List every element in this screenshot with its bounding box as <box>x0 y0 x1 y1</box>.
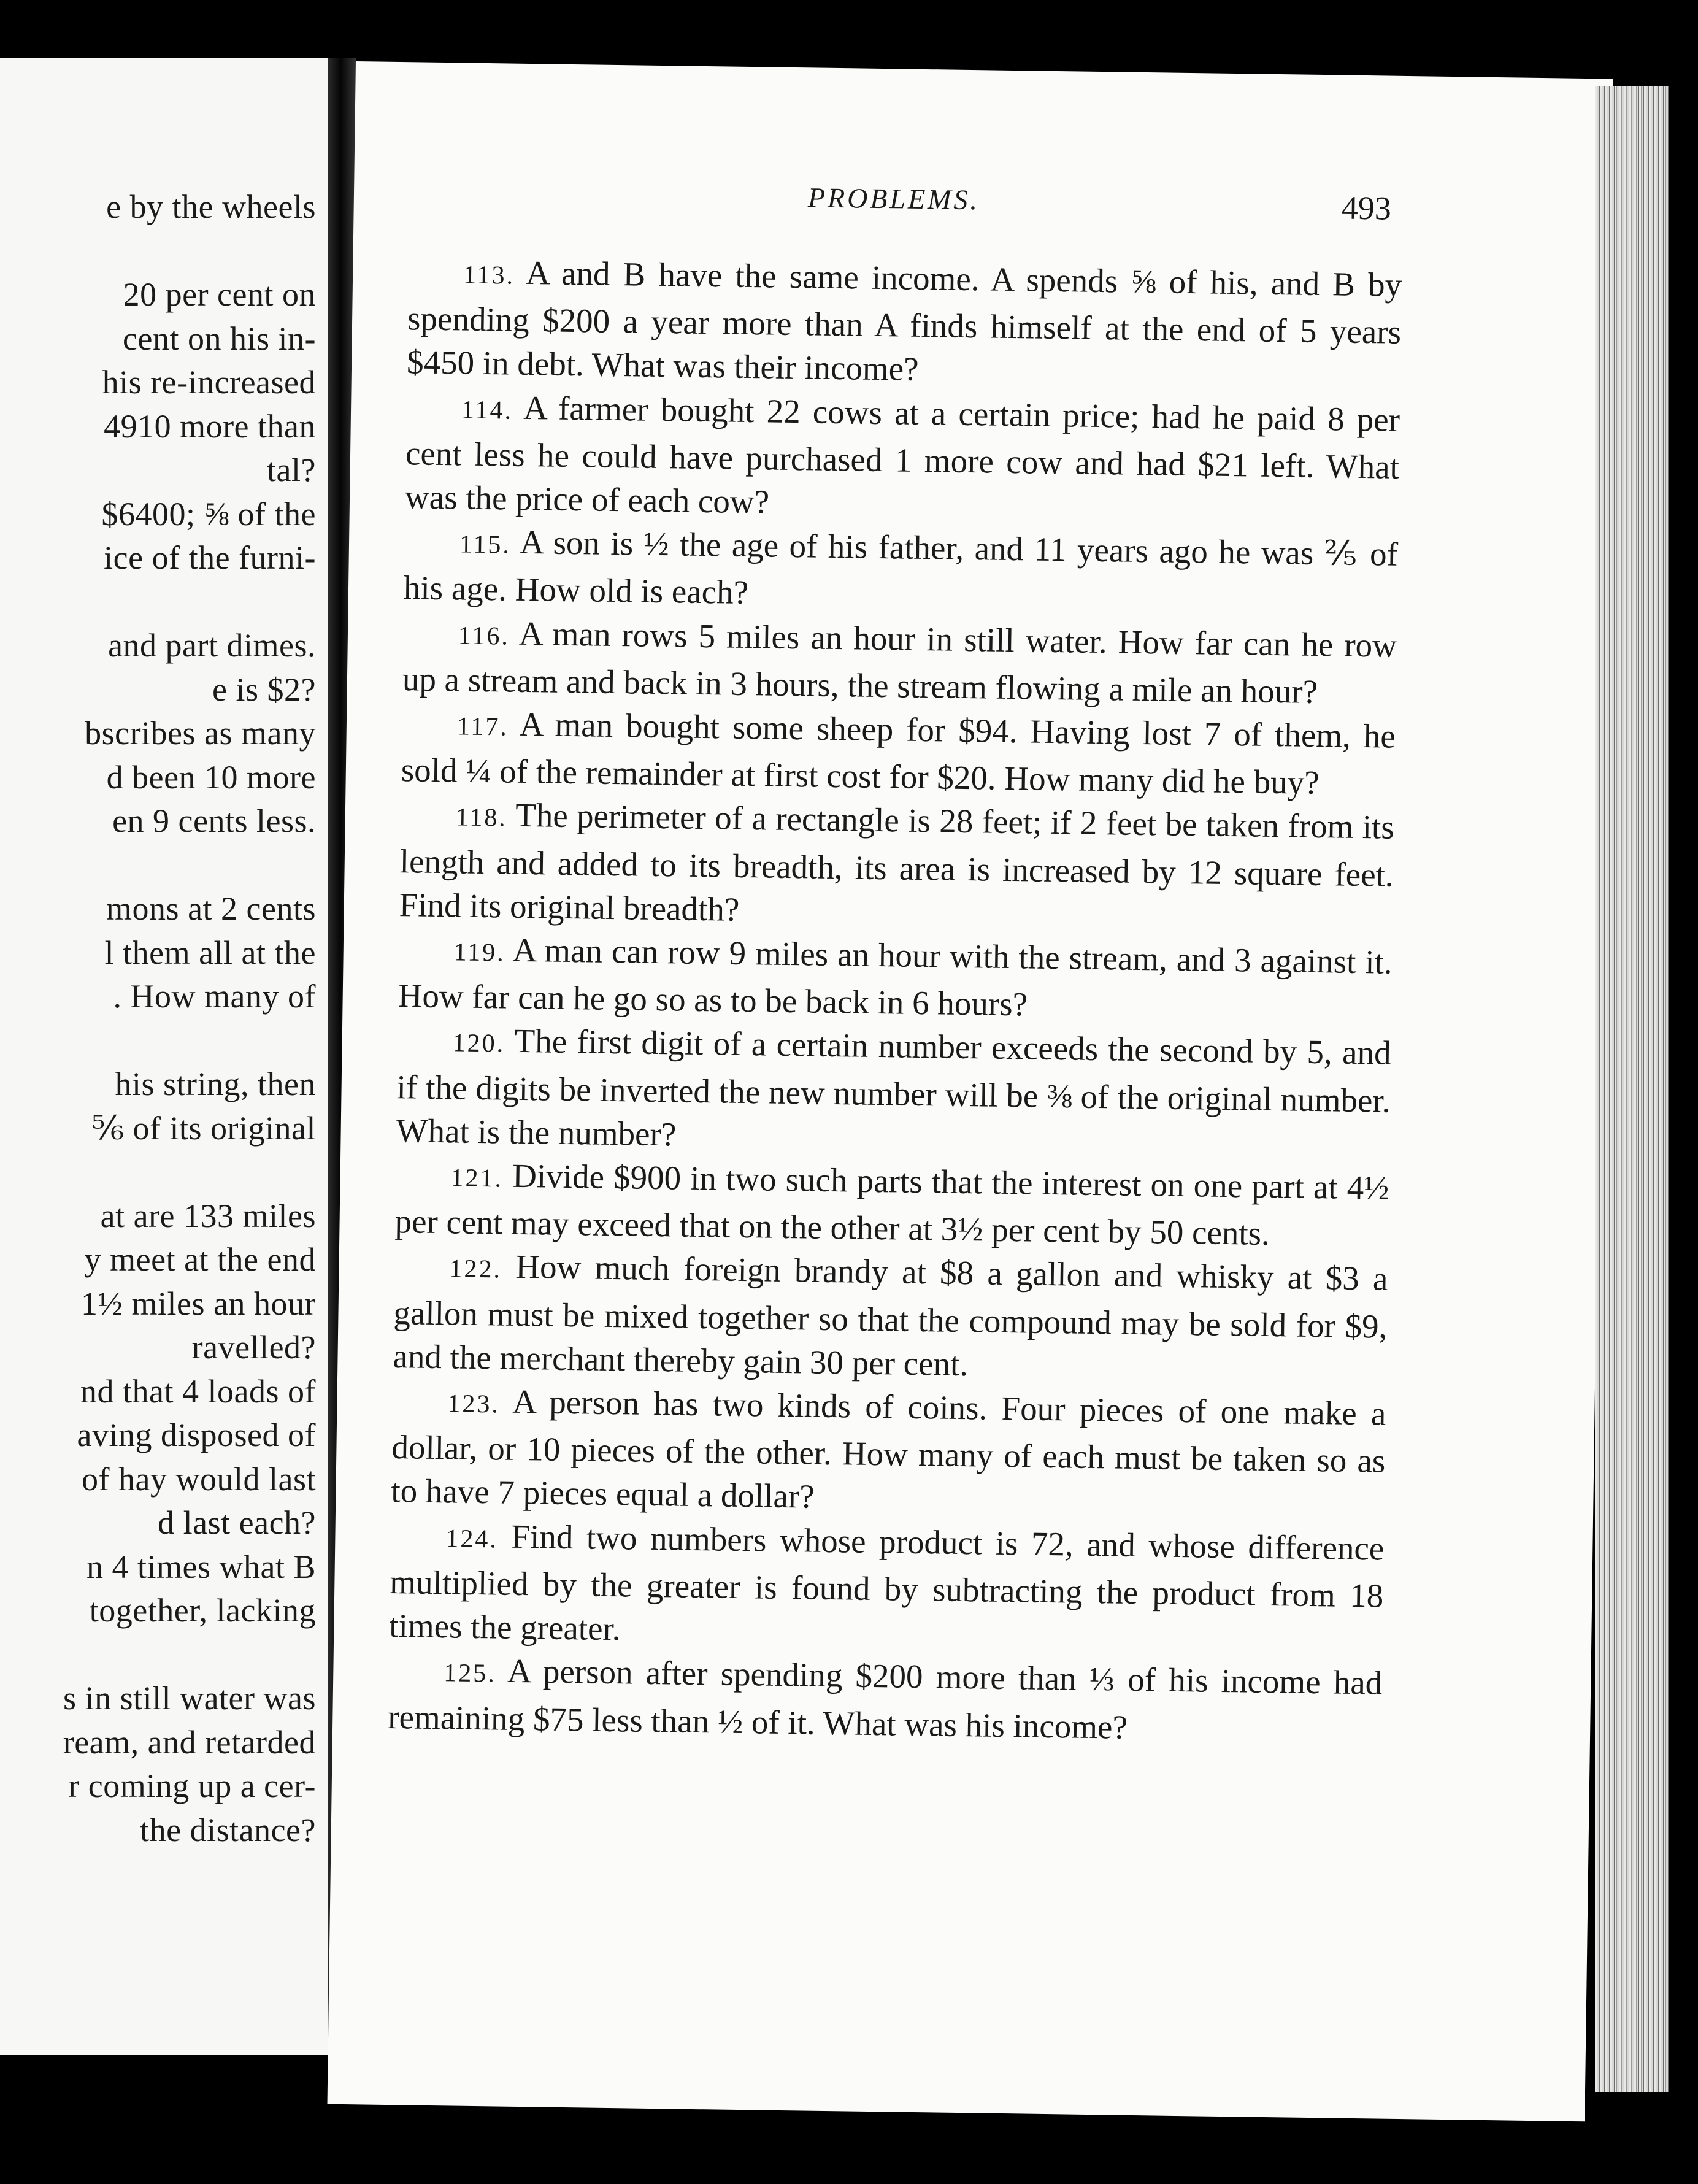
problem <box>407 249 1402 398</box>
problem <box>396 1018 1391 1166</box>
problem-number: 122. <box>449 1255 502 1284</box>
problem <box>402 610 1397 715</box>
left-page-line: and part dimes. <box>108 627 316 664</box>
problem-number: 125. <box>444 1659 497 1688</box>
page-edges <box>1595 86 1669 2092</box>
problem <box>394 1152 1389 1257</box>
problem-text: How much foreign brandy at $8 a gallon and whisky at $3 a gallon must be mixed together so that the compound may be sold for $9, and the merchant thereby gain 30 per cent. <box>393 1248 1388 1383</box>
problem-number: 118. <box>455 803 508 833</box>
left-page-line: 20 per cent on <box>123 276 316 313</box>
problem <box>399 792 1394 940</box>
left-page-line: cent on his in- <box>123 320 316 357</box>
left-page-line: . How many of <box>113 978 316 1015</box>
left-page-line: l them all at the <box>104 934 316 971</box>
problem-text: The first digit of a certain number exceeds the second by 5, and if the digits be inverted the new number will be ⅜ of the original number. What is the number? <box>396 1022 1392 1153</box>
problem-text: A man bought some sheep for $94. Having lost 7 of them, he sold ¼ of the remainder at first cost for $20. How many did he buy? <box>401 705 1396 802</box>
left-page-line: s in still water was <box>63 1680 316 1717</box>
problem-number: 119. <box>453 938 506 967</box>
left-page-line: ⅚ of its original <box>91 1109 316 1147</box>
left-page-line: $6400; ⅝ of the <box>101 495 316 533</box>
left-page-line: ice of the furni- <box>104 539 316 576</box>
left-page-line: e is $2? <box>212 671 316 708</box>
problem-number: 121. <box>450 1164 504 1193</box>
problem-text: A son is ½ the age of his father, and 11 years ago he was ⅖ of his age. How old is each? <box>403 523 1399 612</box>
left-page-line: tal? <box>267 452 316 488</box>
problem-text: The perimeter of a rectangle is 28 feet; if 2 feet be taken from its length and added to its breadth, its area is increased by 12 square feet. Find its original breadth? <box>399 796 1395 928</box>
page-header <box>353 175 1612 242</box>
problem-number: 116. <box>458 621 510 651</box>
left-page-line: his re-increased <box>102 364 316 401</box>
problems-list <box>388 249 1402 1752</box>
left-page-line: together, lacking <box>89 1592 316 1629</box>
problem-number: 114. <box>461 396 513 425</box>
problem <box>405 384 1400 533</box>
left-page-line: 1½ miles an hour <box>81 1285 316 1322</box>
left-page-fragment <box>0 58 328 2055</box>
left-page-line: y meet at the end <box>84 1241 316 1278</box>
problem-number: 115. <box>459 530 512 559</box>
left-page-line: nd that 4 loads of <box>80 1372 316 1410</box>
problem-text: A man rows 5 miles an hour in still water. How far can he row up a stream and back in 3 hours, the stream flowing a mile an hour? <box>402 614 1397 710</box>
left-page-line: d been 10 more <box>106 758 316 796</box>
problem <box>389 1513 1385 1661</box>
left-page-line: aving disposed of <box>77 1417 316 1453</box>
problem <box>391 1378 1386 1526</box>
left-page-line: d last each? <box>158 1504 316 1541</box>
problem-text: A man can row 9 miles an hour with the stream, and 3 against it. How far can he go so as to be back in 6 hours? <box>398 931 1393 1023</box>
problem-number: 117. <box>456 712 509 742</box>
running-title: PROBLEMS. <box>807 182 980 216</box>
problem-number: 123. <box>447 1390 501 1419</box>
left-page-line: of hay would last <box>82 1460 316 1498</box>
problem-text: Divide $900 in two such parts that the interest on one part at 4½ per cent may exceed that on the other at 3½ per cent by 50 cents. <box>394 1156 1389 1253</box>
left-page-line: the distance? <box>140 1811 316 1848</box>
left-page-line: his string, then <box>115 1066 316 1102</box>
left-page-line: e by the wheels <box>106 188 316 225</box>
problem <box>388 1647 1383 1752</box>
left-page-line: n 4 times what B <box>86 1548 316 1585</box>
problem-text: A farmer bought 22 cows at a certain price; had he paid 8 per cent less he could have purchased 1 more cow and had $21 left. What was the price of each cow? <box>404 388 1400 521</box>
problem-text: A person after spending $200 more than ⅓ of his income had remaining $75 less than ½ of it. What was his income? <box>387 1652 1383 1746</box>
left-page-line: ream, and retarded <box>63 1723 316 1761</box>
left-page-line: 4910 more than <box>104 407 316 445</box>
left-page-line: mons at 2 cents <box>106 890 316 927</box>
left-page-line: bscribes as many <box>85 715 316 752</box>
left-page-line: at are 133 miles <box>100 1197 316 1234</box>
left-page-line: en 9 cents less. <box>112 802 316 839</box>
problem-text: A person has two kinds of coins. Four pieces of one make a dollar, or 10 pieces of the other. How many of each must be taken so as to have 7 pieces equal a dollar? <box>391 1382 1386 1516</box>
problem-text: Find two numbers whose product is 72, and whose difference multiplied by the greater is found by subtracting the product from 18 times the greater. <box>388 1517 1385 1648</box>
problem <box>393 1244 1388 1392</box>
problem-number: 124. <box>445 1524 499 1554</box>
problem-number: 120. <box>452 1029 505 1059</box>
left-page-line: ravelled? <box>191 1329 316 1366</box>
page-number: 493 <box>1341 189 1392 227</box>
problem <box>404 518 1399 623</box>
problem <box>398 926 1393 1031</box>
problem-number: 113. <box>463 261 515 290</box>
left-page-line: r coming up a cer- <box>68 1767 316 1804</box>
problem-text: A and B have the same income. A spends ⅝ of his, and B by spending $200 a year more than A finds himself at the end of 5 years $450 in debt. What was their income? <box>406 253 1402 388</box>
problem <box>401 701 1396 806</box>
right-page <box>328 61 1613 2121</box>
